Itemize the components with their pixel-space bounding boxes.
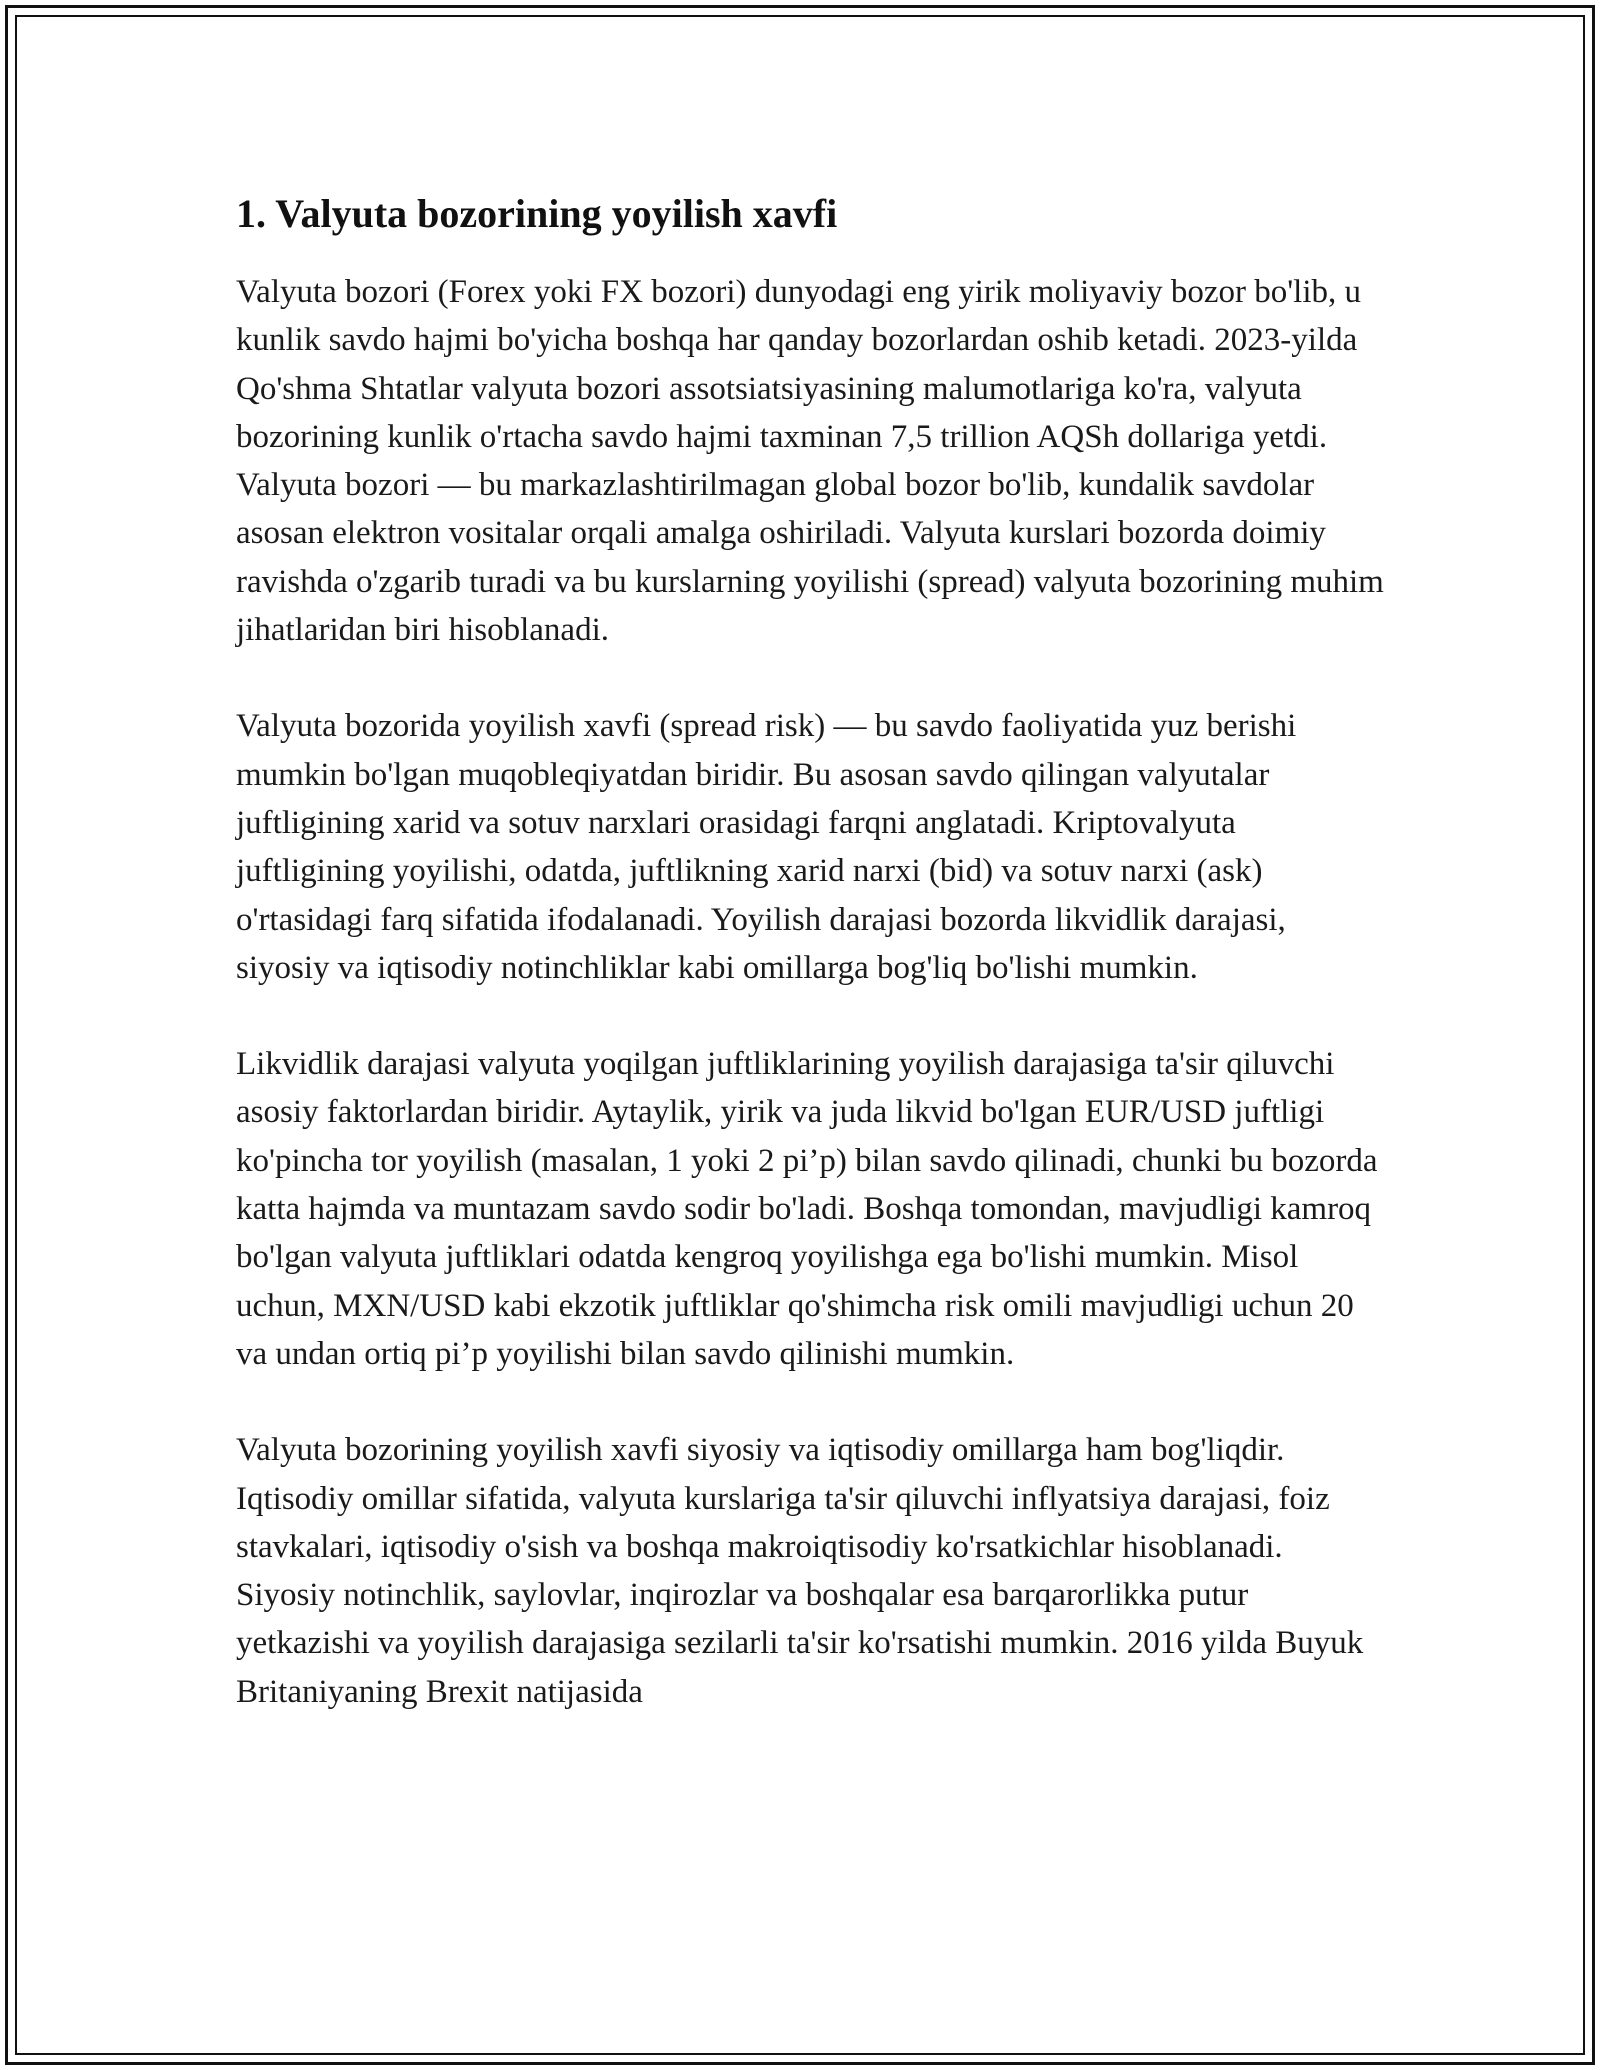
section-heading: 1. Valyuta bozorining yoyilish xavfi	[236, 191, 838, 236]
paragraph-spread-risk: Valyuta bozorida yoyilish xavfi (spread risk) — bu savdo faoliyatida yuz berishi mumkin bo'lgan muqobleqiyatdan biridir. Bu asosan savdo qilingan valyutalar juftligining xarid va sotuv narxlari orasidagi farqni anglatadi. Kriptovalyuta juftligining yoyilishi, odatda, juftlikning xarid narxi (bid) va sotuv narxi (ask) o'rtasidagi farq sifatida ifodalanadi. Yoyilish darajasi bozorda likvidlik darajasi, siyosiy va iqtisodiy notinchliklar kabi omillarga bog'liq bo'lishi mumkin.	[236, 708, 1297, 986]
paragraph-liquidity: Likvidlik darajasi valyuta yoqilgan juftliklarining yoyilish darajasiga ta'sir qiluvchi asosiy faktorlardan biridir. Aytaylik, yirik va juda likvid bo'lgan EUR/USD juftligi ko'pincha tor yoyilish (masalan, 1 yoki 2 pi’p) bilan savdo qilinadi, chunki bu bozorda katta hajmda va muntazam savdo sodir bo'ladi. Boshqa tomondan, mavjudligi kamroq bo'lgan valyuta juftliklari odatda kengroq yoyilishga ega bo'lishi mumkin. Misol uchun, MXN/USD kabi ekzotik juftliklar qo'shimcha risk omili mavjudligi uchun 20 va undan ortiq pi’p yoyilishi bilan savdo qilinishi mumkin.	[236, 1046, 1378, 1372]
document-body	[236, 188, 1386, 1716]
paragraph-forex-overview: Valyuta bozori (Forex yoki FX bozori) dunyodagi eng yirik moliyaviy bozor bo'lib, u kunlik savdo hajmi bo'yicha boshqa har qanday bozorlardan oshib ketadi. 2023-yilda Qo'shma Shtatlar valyuta bozori assotsiatsiyasining malumotlariga ko'ra, valyuta bozorining kunlik o'rtacha savdo hajmi taxminan 7,5 trillion AQSh dollariga yetdi. Valyuta bozori — bu markazlashtirilmagan global bozor bo'lib, kundalik savdolar asosan elektron vositalar orqali amalga oshiriladi. Valyuta kurslari bozorda doimiy ravishda o'zgarib turadi va bu kurslarning yoyilishi (spread) valyuta bozorining muhim jihatlaridan biri hisoblanadi.	[236, 274, 1384, 649]
paragraph-political-economic: Valyuta bozorining yoyilish xavfi siyosiy va iqtisodiy omillarga ham bog'liqdir. Iqtisodiy omillar sifatida, valyuta kurslariga ta'sir qiluvchi inflyatsiya darajasi, foiz stavkalari, iqtisodiy o'sish va boshqa makroiqtisodiy ko'rsatkichlar hisoblanadi. Siyosiy notinchlik, saylovlar, inqirozlar va boshqalar esa barqarorlikka putur yetkazishi va yoyilish darajasiga sezilarli ta'sir ko'rsatishi mumkin. 2016 yilda Buyuk Britaniyaning Brexit natijasida	[236, 1432, 1364, 1710]
